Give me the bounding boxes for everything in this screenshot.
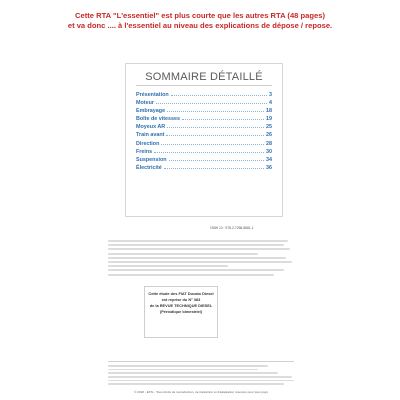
- toc-item-label: Moyeux AR: [136, 124, 166, 131]
- toc-item-page: 34: [266, 156, 272, 163]
- toc-item-page: 36: [266, 164, 272, 171]
- toc-title: SOMMAIRE DÉTAILLÉ: [145, 71, 263, 83]
- reference-line-4: (Périodique bimestriel): [159, 309, 203, 314]
- toc-item: [136, 99, 272, 107]
- toc-item-label: Embrayage: [136, 108, 166, 115]
- toc-item-page: 19: [266, 116, 272, 123]
- toc-item: [136, 156, 272, 164]
- toc-item-page: 4: [269, 100, 272, 107]
- toc-item: [136, 140, 272, 148]
- reference-line-1: Cette étude des FIAT Ducato Diesel: [148, 291, 214, 296]
- document-page: [108, 47, 294, 395]
- toc-leader-dots: [154, 148, 264, 153]
- footer-divider: [108, 361, 294, 362]
- toc-list: [136, 91, 272, 172]
- toc-item: [136, 91, 272, 99]
- toc-item: [136, 164, 272, 172]
- toc-item-label: Train avant: [136, 132, 165, 139]
- toc-item-page: 18: [266, 108, 272, 115]
- intro-note: [0, 11, 400, 31]
- reference-box: [144, 286, 218, 338]
- toc-item-label: Moteur: [136, 100, 154, 107]
- toc-item-label: Présentation: [136, 92, 169, 98]
- toc-leader-dots: [164, 164, 264, 169]
- toc-leader-dots: [167, 107, 264, 112]
- table-of-contents: [125, 63, 283, 217]
- toc-item-page: 25: [266, 124, 272, 131]
- toc-item-label: Boîte de vitesses: [136, 116, 181, 123]
- toc-item-label: Direction: [136, 140, 160, 147]
- toc-leader-dots: [156, 99, 267, 104]
- toc-leader-dots: [169, 156, 264, 161]
- toc-item: [136, 123, 272, 131]
- toc-item: [136, 115, 272, 123]
- toc-item-label: Électricité: [136, 164, 162, 171]
- intro-note-line-2: et va donc .... à l'essentiel au niveau des explications de dépose / repose.: [67, 21, 333, 30]
- toc-leader-dots: [171, 91, 267, 96]
- toc-leader-dots: [161, 140, 264, 145]
- toc-item-page: 28: [266, 140, 272, 147]
- reference-line-3: de la REVUE TECHNIQUE DIESEL: [149, 303, 213, 308]
- toc-leader-dots: [166, 131, 264, 136]
- toc-item-page: 26: [266, 132, 272, 139]
- toc-item-label: Freins: [136, 148, 153, 155]
- toc-divider: [136, 85, 272, 86]
- toc-item-label: Suspension: [136, 156, 167, 163]
- reference-line-2: est reprise du N° 383: [161, 297, 201, 302]
- toc-item-page: 3: [269, 92, 272, 98]
- toc-item: [136, 148, 272, 156]
- copyright-line: © 2018 - ETAI - Tous droits de reproduction, de traduction et d'adaptation réservés pour tous pays: [134, 390, 268, 394]
- legal-text-block: [108, 240, 294, 278]
- toc-item: [136, 107, 272, 115]
- isbn: ISBN 13 : 978-2-7268-8681-1: [210, 226, 254, 230]
- toc-leader-dots: [167, 123, 264, 128]
- toc-leader-dots: [182, 115, 264, 120]
- intro-note-line-1: Cette RTA "L'essentiel" est plus courte que les autres RTA (48 pages): [75, 11, 325, 20]
- toc-item-page: 30: [266, 148, 272, 155]
- footer-notes: [108, 365, 294, 387]
- toc-item: [136, 131, 272, 139]
